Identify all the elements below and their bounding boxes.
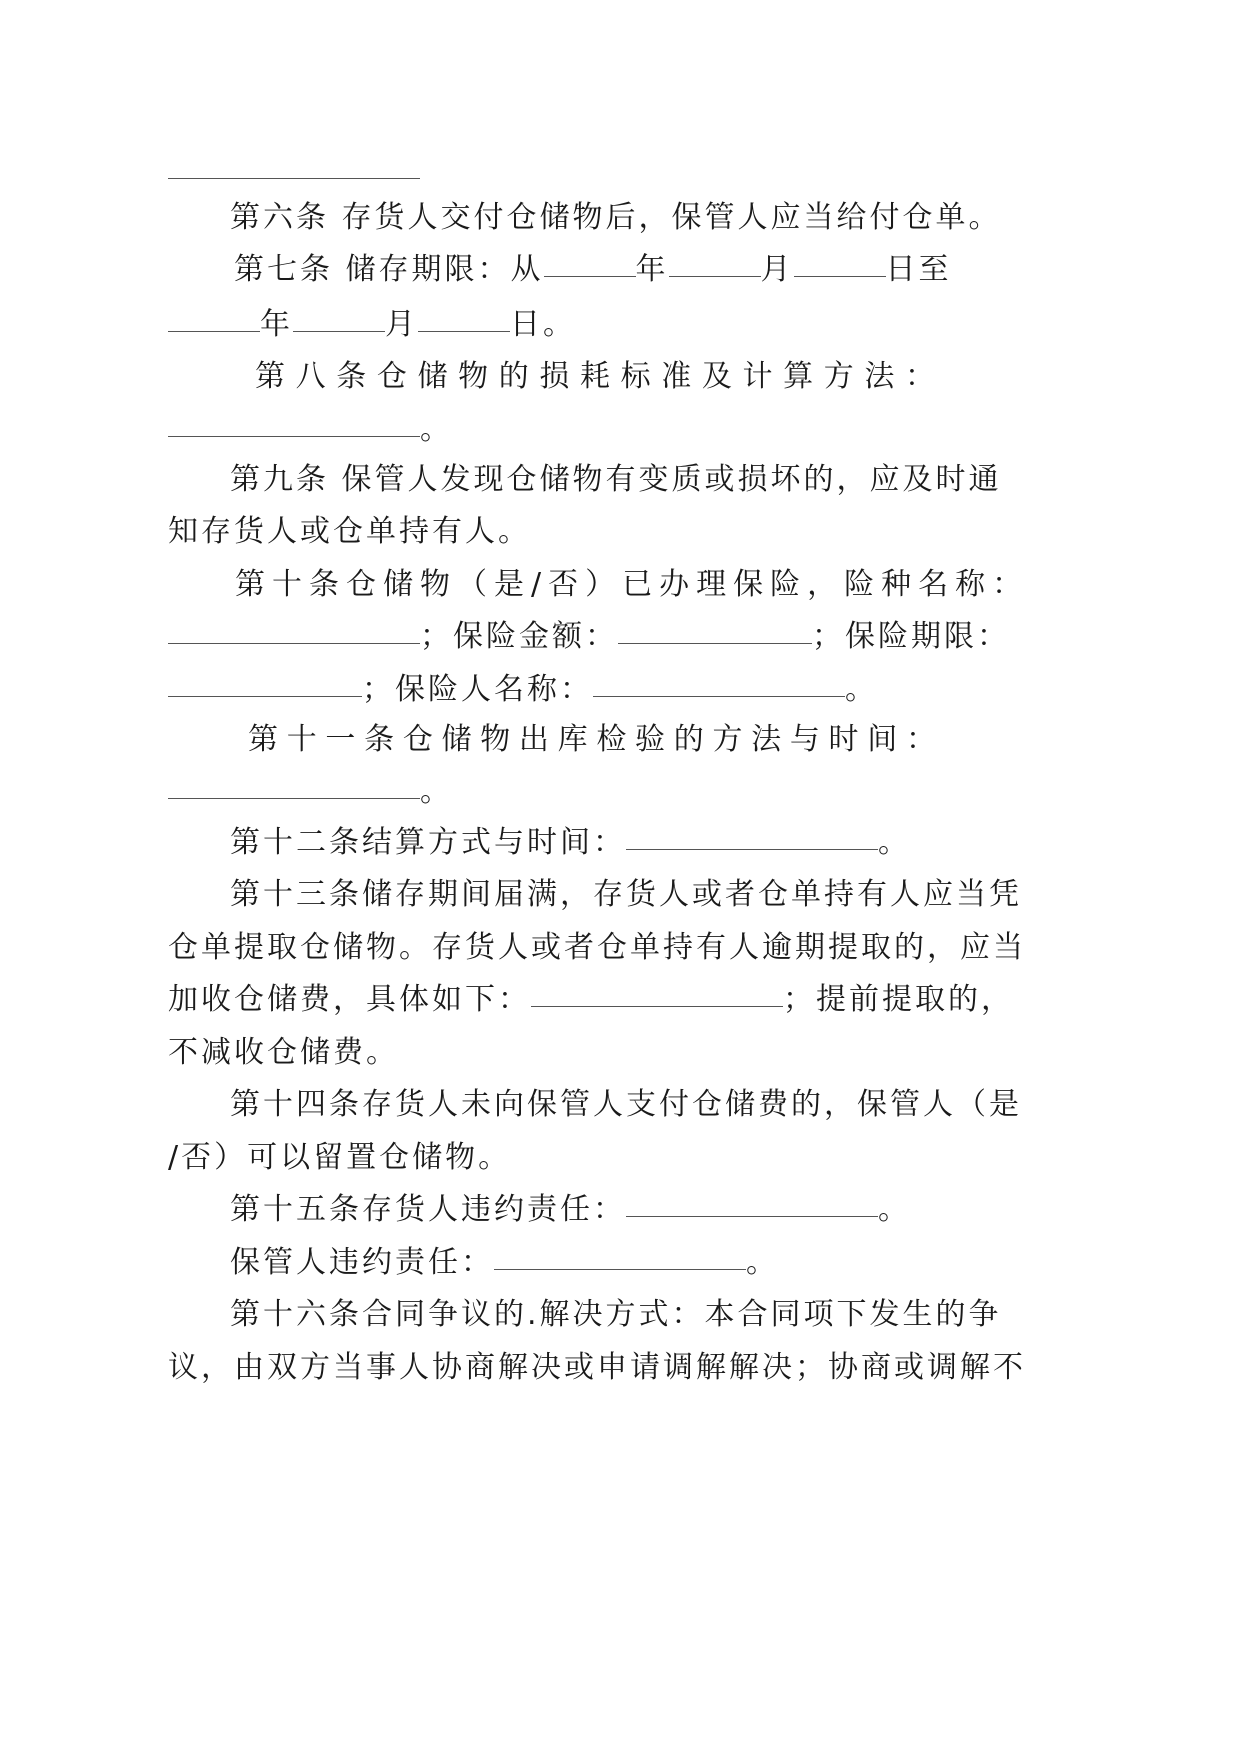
char: 储: [417, 359, 448, 394]
article-16-line-2: [168, 1348, 1026, 1388]
blank-field: [626, 1215, 878, 1217]
article-10-text: 第十条仓储物（是/否）已办理保险，险种名称：: [235, 567, 1030, 602]
blank-field: [168, 642, 420, 644]
char: 的: [673, 722, 704, 757]
article-12-text: 第十二条结算方式与时间：: [230, 825, 626, 860]
article-14-text: 第十四条存货人未向保管人支付仓储费的，保管人（是: [230, 1087, 1022, 1122]
char: ：: [905, 359, 935, 394]
article-9-line-2: [168, 512, 531, 552]
char: 法: [864, 359, 895, 394]
char: 条: [336, 359, 367, 394]
article-6-text: 第六条 存货人交付仓储物后，保管人应当给付仓单。: [230, 200, 1002, 235]
char: 计: [742, 359, 773, 394]
char: 一: [325, 722, 356, 757]
article-7-label: 第七条 储存期限：从: [234, 252, 544, 287]
article-13-line-4: [168, 1033, 399, 1073]
month-label: 月: [760, 252, 794, 287]
period: 。: [878, 825, 911, 860]
article-15-text: 保管人违约责任：: [230, 1245, 494, 1280]
char: 第: [255, 359, 285, 394]
blank-field: [168, 797, 420, 799]
article-13-text: 不减收仓储费。: [168, 1035, 399, 1070]
blank-month-field: [293, 330, 385, 332]
char: 第: [248, 722, 278, 757]
article-6: [230, 198, 1002, 238]
article-9-line-1: [230, 460, 1002, 500]
article-11-line-1: [248, 720, 936, 760]
article-9-text: 知存货人或仓单持有人。: [168, 514, 531, 549]
article-13-text: ；提前提取的，: [783, 982, 1014, 1017]
char: 方: [823, 359, 854, 394]
char: ：: [905, 722, 936, 757]
article-16-text: 议，由双方当事人协商解决或申请调解解决；协商或调解不: [168, 1350, 1026, 1385]
blank-field: [168, 435, 420, 437]
article-16-text: 第十六条合同争议的.解决方式：本合同项下发生的争: [230, 1297, 1002, 1332]
blank-line: [168, 178, 420, 179]
year-label: 年: [635, 252, 669, 287]
blank-field: [494, 1268, 746, 1270]
period: 。: [420, 412, 453, 447]
article-14-line-2: [168, 1138, 511, 1178]
article-15: [230, 1190, 911, 1230]
char: 准: [661, 359, 692, 394]
char: 算: [783, 359, 814, 394]
char: 库: [557, 722, 588, 757]
blank-field: [168, 695, 362, 697]
article-15-text: 第十五条存货人违约责任：: [230, 1192, 626, 1227]
char: 出: [518, 722, 549, 757]
article-10-line-3: [168, 670, 878, 710]
month-label: 月: [385, 307, 418, 342]
char: 检: [596, 722, 627, 757]
char: 时: [828, 722, 859, 757]
char: 仓: [402, 722, 433, 757]
insurance-amount-label: ；保险金额：: [420, 619, 618, 654]
article-13-line-1: [230, 875, 1022, 915]
article-7-line-2: [168, 305, 576, 345]
blank-field: [618, 642, 812, 644]
blank-field: [593, 695, 845, 697]
insurer-label: ；保险人名称：: [362, 672, 593, 707]
char: 十: [286, 722, 317, 757]
char: 物: [480, 722, 511, 757]
period: 。: [746, 1245, 779, 1280]
blank-day-field: [418, 330, 510, 332]
article-11-line-2: [168, 772, 453, 812]
article-13-line-2: [168, 928, 1026, 968]
char: 验: [635, 722, 666, 757]
article-8-line-2: [168, 410, 453, 450]
article-10-line-2: [168, 617, 1010, 657]
year-label: 年: [260, 307, 293, 342]
article-10-line-1: [235, 565, 1029, 605]
insurance-term-label: ；保险期限：: [812, 619, 1010, 654]
period: 。: [878, 1192, 911, 1227]
article-13-text: 第十三条储存期间届满，存货人或者仓单持有人应当凭: [230, 877, 1022, 912]
char: 标: [620, 359, 651, 394]
char: 物: [458, 359, 489, 394]
char: 法: [751, 722, 782, 757]
article-13-text: 加收仓储费，具体如下：: [168, 982, 531, 1017]
blank-field: [531, 1005, 783, 1007]
article-16-line-1: [230, 1295, 1002, 1335]
article-14-text: /否）可以留置仓储物。: [168, 1140, 512, 1175]
char: 方: [712, 722, 743, 757]
day-label: 日。: [510, 307, 576, 342]
article-13-line-3: [168, 980, 1014, 1020]
blank-day-field: [794, 275, 886, 277]
char: 及: [701, 359, 732, 394]
char: 与: [789, 722, 820, 757]
char: 储: [441, 722, 472, 757]
article-13-text: 仓单提取仓储物。存货人或者仓单持有人逾期提取的，应当: [168, 930, 1026, 965]
char: 八: [295, 359, 326, 394]
article-8-line-1: [255, 357, 935, 397]
char: 耗: [580, 359, 610, 394]
char: 仓: [376, 359, 407, 394]
period: 。: [845, 672, 878, 707]
blank-year-field: [168, 330, 260, 332]
day-label: 日至: [885, 252, 952, 287]
article-15-keeper: [230, 1243, 779, 1283]
article-14-line-1: [230, 1085, 1022, 1125]
blank-year-field: [544, 275, 636, 277]
char: 间: [867, 722, 898, 757]
article-7-line-1: [234, 250, 952, 290]
article-12: [230, 823, 911, 863]
char: 条: [364, 722, 395, 757]
char: 损: [539, 359, 570, 394]
char: 的: [498, 359, 529, 394]
blank-field: [626, 848, 878, 850]
period: 。: [420, 774, 453, 809]
article-9-text: 第九条 保管人发现仓储物有变质或损坏的，应及时通: [230, 462, 1002, 497]
blank-month-field: [669, 275, 761, 277]
